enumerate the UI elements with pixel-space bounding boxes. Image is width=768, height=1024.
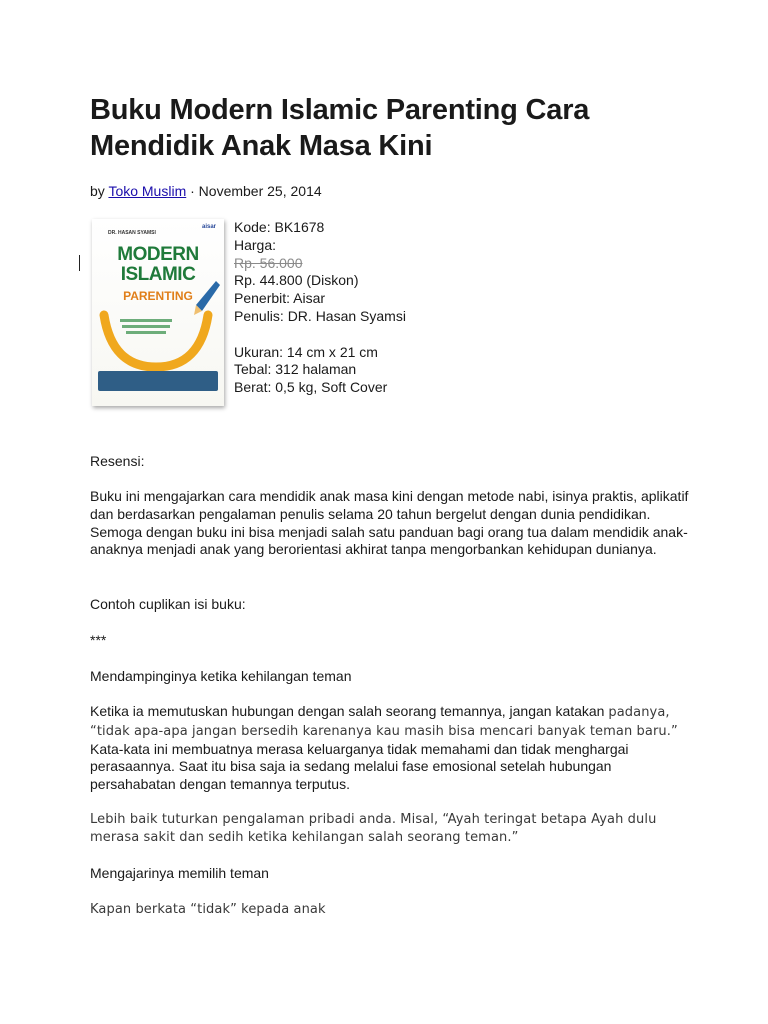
detail-ukuran: Ukuran: 14 cm x 21 cm (234, 343, 378, 360)
detail-penerbit: Penerbit: Aisar (234, 290, 326, 307)
detail-new-price: Rp. 44.800 (Diskon) (234, 272, 359, 289)
book-details (234, 219, 406, 397)
byline-prefix: by (90, 183, 109, 199)
resensi-paragraph: Buku ini mengajarkan cara mendidik anak masa kini dengan metode nabi, isinya praktis, aplikatif dan berdasarkan pengalaman penulis selama 20 tahun bergelut dengan dunia pendidikan. Semoga dengan buku ini bisa menjadi salah satu panduan bagi orang tua dalam mendidik anak-anaknya menjadi anak yang berorientasi akhirat tanpa mengorbankan kehidupan dunianya. (90, 488, 689, 558)
heading-memilih-teman: Mengajarinya memilih teman (90, 865, 269, 881)
cover-title-line1: MODERN (117, 244, 199, 265)
heading-berkata-tidak: Kapan berkata “tidak” kepada anak (90, 902, 326, 917)
book-cover-image (92, 219, 224, 406)
text-cursor (79, 255, 80, 271)
cover-title-line3: PARENTING (123, 289, 193, 303)
detail-berat: Berat: 0,5 kg, Soft Cover (234, 379, 388, 396)
cover-author: DR. HASAN SYAMSI (108, 230, 156, 236)
byline (90, 182, 322, 200)
detail-tebal: Tebal: 312 halaman (234, 361, 357, 378)
cover-bottom-band (98, 371, 218, 391)
detail-harga-label: Harga: (234, 236, 277, 253)
author-link[interactable]: Toko Muslim (108, 183, 187, 199)
resensi-label: Resensi: (90, 453, 145, 469)
cover-publisher-logo: aisar (201, 224, 216, 230)
article-title: Buku Modern Islamic Parenting Cara Mendidik Anak Masa Kini (90, 94, 590, 162)
detail-penulis: Penulis: DR. Hasan Syamsi (234, 307, 406, 324)
separator-text: *** (90, 632, 107, 648)
contoh-label: Contoh cuplikan isi buku: (90, 596, 246, 612)
byline-date: · November 25, 2014 (186, 183, 322, 199)
paragraph-pengalaman: Lebih baik tuturkan pengalaman pribadi anda. Misal, “Ayah teringat betapa Ayah dulu merasa sakit dan sedih ketika kehilangan salah seorang teman.” (90, 812, 657, 845)
paragraph-part-a: Ketika ia memutuskan hubungan dengan salah seorang temannya, jangan katakan (90, 703, 605, 719)
paragraph-part-c: Kata-kata ini membuatnya merasa keluarganya tidak memahami dan tidak menghargai perasaannya. Saat itu bisa saja ia sedang melalui fase emosional setelah hubungan persahabatan dengan temannya terputus. (90, 740, 629, 793)
paragraph-kehilangan-teman (90, 703, 690, 794)
detail-old-price: Rp. 56.000 (234, 254, 303, 271)
heading-kehilangan-teman: Mendampinginya ketika kehilangan teman (90, 668, 352, 684)
paragraph-quote: padanya, “tidak apa-apa jangan bersedih karenanya kau masih bisa mencari banyak teman baru.” (90, 705, 678, 739)
cover-title-line2: ISLAMIC (120, 264, 196, 285)
detail-kode: Kode: BK1678 (234, 219, 325, 235)
